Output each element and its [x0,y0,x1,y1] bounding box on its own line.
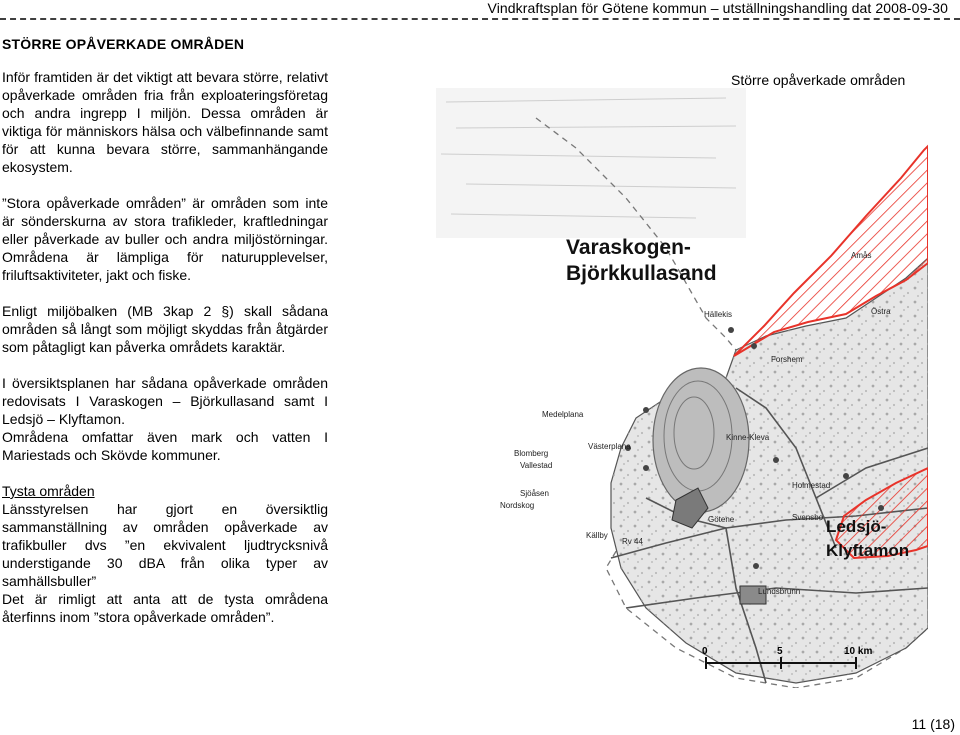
paragraph-intro: Inför framtiden är det viktigt att bevara större, relativt opåverkade områden fria från exploateringsföretag och andra ingrepp I miljön. Dessa områden är viktiga för människors hälsa och välbefinnande samt för att kunna bevara större, sammanhängande ekosystem. [2,69,328,175]
place-kinne-kleva: Kinne-Kleva [726,433,770,442]
paragraph-definition: ”Stora opåverkade områden” är områden som inte är sönderskurna av stora trafikleder, kraftledningar eller påverkade av buller och andra miljöstörningar. Områdena är lämpliga för naturupplevelser, friluftsaktiviteter, jakt och fiske. [2,195,328,283]
place-blomberg: Blomberg [514,449,549,458]
place-kallby: Källby [586,531,608,540]
place-vallestad: Vallestad [520,461,553,470]
label-klyftamon: Klyftamon [826,541,910,560]
place-ostra: Östra [871,307,891,316]
scale-label-0: 0 [702,646,708,657]
label-varaskogen: Varaskogen- [566,236,691,259]
place-nordskog: Nordskog [500,501,535,510]
section-title: STÖRRE OPÅVERKADE OMRÅDEN [2,36,245,52]
paragraph-rimligt: Det är rimligt att anta att de tysta områdena återfinns inom ”stora opåverkade områden”. [2,591,328,625]
scale-label-10: 10 km [844,646,873,657]
place-medelplana: Medelplana [542,410,584,419]
place-forshem: Forshem [771,355,803,364]
map-caption: Större opåverkade områden [731,72,906,88]
place-vasterplana: Västerplana [588,442,631,451]
place-hallekis: Hällekis [704,310,733,319]
place-amas: Amås [851,251,872,260]
place-rv44: Rv 44 [622,537,643,546]
page-number: 11 (18) [911,716,955,732]
place-lundsbrunn: Lundsbrunn [758,587,801,596]
place-svensbo: Svensbo [792,513,824,522]
body-text-column [2,68,328,626]
header-divider [0,18,960,20]
paragraph-oversiktsplan: I översiktsplanen har sådana opåverkade områden redovisats I Varaskogen – Björkullasand samt I Ledsjö – Klyftamon. [2,375,328,427]
place-holmestad: Holmestad [792,481,831,490]
map-figure [436,88,928,688]
label-bjorkkullasand: Björkkullasand [566,262,717,285]
label-ledsjo: Ledsjö- [826,517,887,536]
scale-label-5: 5 [777,646,783,657]
place-sjoasen: Sjöåsen [520,489,549,498]
place-gotene: Götene [708,515,735,524]
paragraph-miljobalken: Enligt miljöbalken (MB 3kap 2 §) skall sådana områden så långt som möjligt skyddas från åtgärder som påtagligt kan påverka områdets karaktär. [2,303,328,355]
subheading-tysta-omraden: Tysta områden [2,483,95,499]
paragraph-kommuner: Områdena omfattar även mark och vatten I Mariestads och Skövde kommuner. [2,429,328,463]
document-header: Vindkraftsplan för Götene kommun – utställningshandling dat 2008-09-30 [487,0,948,16]
paragraph-lansstyrelsen: Länsstyrelsen har gjort en översiktlig sammanställning av områden opåverkade av trafikbuller dvs ”en ekvivalent ljudtrycksnivå understigande 30 dBA från olika typer av samhällsbuller” [2,501,328,589]
